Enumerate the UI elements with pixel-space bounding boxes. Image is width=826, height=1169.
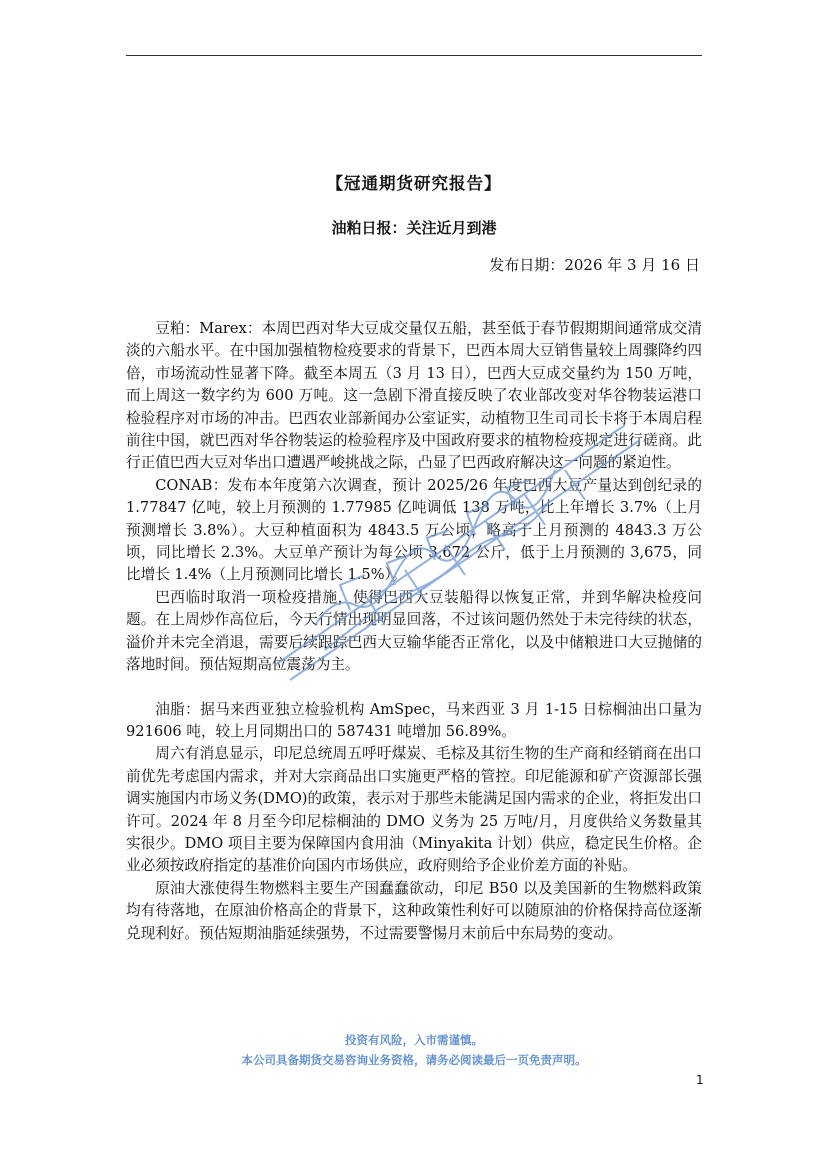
report-body	[126, 318, 702, 945]
report-subtitle: 油粕日报：关注近月到港	[331, 219, 497, 237]
paragraph-conab: CONAB：发布本年度第六次调查，预计 2025/26 年度巴西大豆产量达到创纪录的 1.77847 亿吨，较上月预测的 1.77985 亿吨调低 138 万吨，比上年增长 3.7%（上月预测增长 3.8%）。大豆种植面积为 4843.5 万公顷，略高于上月预测的 4843.3 万公顷，同比增长 2.3%。大豆单产预计为每公顷 3,672 公斤，低于上月预测的 3,675，同比增长 1.4%（上月预测同比增长 1.5%）。	[126, 476, 702, 584]
paragraph-soymeal-marex: 豆粕：Marex：本周巴西对华大豆成交量仅五船，甚至低于春节假期期间通常成交清淡的六船水平。在中国加强植物检疫要求的背景下，巴西本周大豆销售量较上周骤降约四倍，市场流动性显著下降。截至本周五（3 月 13 日），巴西大豆成交量约为 150 万吨，而上周这一数字约为 600 万吨。这一急剧下滑直接反映了农业部改变对华谷物装运港口检验程序对市场的冲击。巴西农业部新闻办公室证实，动植物卫生司司长卡将于本周启程前往中国，就巴西对华谷物装运的检验程序及中国政府要求的植物检疫规定进行磋商。此行正值巴西大豆对华出口遭遇严峻挑战之际，凸显了巴西政府解决这一问题的紧迫性。	[126, 320, 702, 472]
header-rule	[126, 55, 702, 56]
paragraph-soymeal-outlook: 巴西临时取消一项检疫措施，使得巴西大豆装船得以恢复正常，并到华解决检疫问题。在上周炒作高位后，今天行情出现明显回落，不过该问题仍然处于未完待续的状态，溢价并未完全消退，需要后续跟踪巴西大豆输华能否正常化，以及中储粮进口大豆抛储的落地时间。预估短期高位震荡为主。	[126, 588, 702, 674]
page-number: 1	[696, 1073, 704, 1087]
section-spacer	[126, 677, 702, 699]
disclaimer-note: 本公司具备期货交易咨询业务资格，请务必阅读最后一页免责声明。	[241, 1053, 587, 1067]
report-title: 【冠通期货研究报告】	[326, 174, 502, 193]
paragraph-oils-amspec: 油脂：据马来西亚独立检验机构 AmSpec，马来西亚 3 月 1-15 日棕榈油出口量为 921606 吨，较上月同期出口的 587431 吨增加 56.89%。	[126, 700, 702, 740]
risk-warning: 投资有风险，入市需谨慎。	[345, 1033, 483, 1047]
paragraph-oils-outlook: 原油大涨使得生物燃料主要生产国蠢蠢欲动，印尼 B50 以及美国新的生物燃料政策均有待落地，在原油价格高企的背景下，这种政策性利好可以随原油的价格保持高位逐渐兑现利好。预估短期油脂延续强势，不过需要警惕月末前后中东局势的变动。	[126, 879, 702, 942]
paragraph-indonesia-dmo: 周六有消息显示，印尼总统周五呼吁煤炭、毛棕及其衍生物的生产商和经销商在出口前优先考虑国内需求，并对大宗商品出口实施更严格的管控。印尼能源和矿产资源部长强调实施国内市场义务(DMO)的政策，表示对于那些未能满足国内需求的企业，将拒发出口许可。2024 年 8 月至今印尼棕榈油的 DMO 义务为 25 万吨/月，月度供给义务数量其实很少。DMO 项目主要为保障国内食用油（Minyakita 计划）供应，稳定民生价格。企业必须按政府指定的基准价向国内市场供应，政府则给予企业价差方面的补贴。	[126, 745, 702, 875]
publish-date: 发布日期：2026 年 3 月 16 日	[489, 256, 700, 274]
